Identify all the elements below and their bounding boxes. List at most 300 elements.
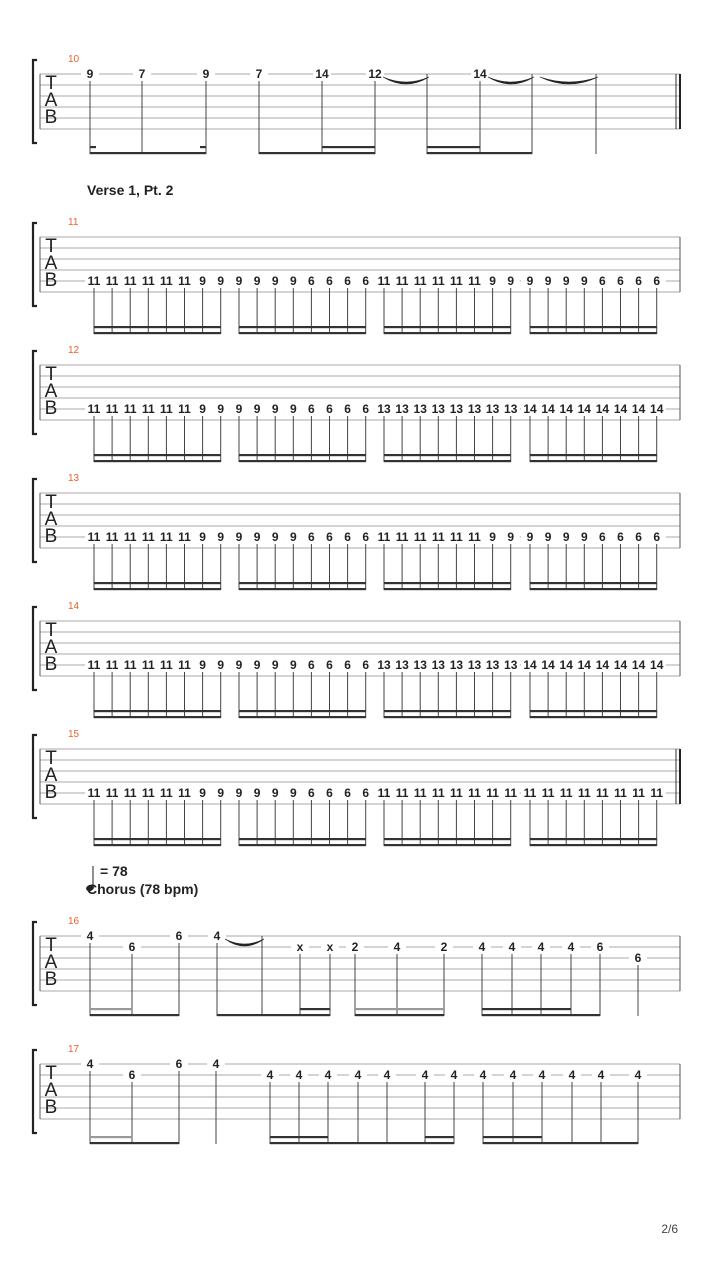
fret-number: 6 bbox=[362, 274, 370, 288]
fret-number: 11 bbox=[450, 274, 463, 288]
beam bbox=[90, 1014, 179, 1016]
fret-number: 14 bbox=[595, 402, 610, 416]
fret-number: 9 bbox=[199, 786, 206, 800]
beam bbox=[530, 454, 657, 456]
fret-number: 12 bbox=[368, 67, 382, 81]
beam bbox=[90, 1136, 132, 1138]
tab-clef-letter: T bbox=[45, 236, 57, 257]
tab-clef-letter: T bbox=[45, 492, 57, 513]
fret-number: 9 bbox=[217, 530, 225, 544]
beam bbox=[239, 844, 366, 846]
fret-number: 11 bbox=[413, 786, 427, 800]
beam bbox=[483, 1136, 542, 1138]
fret-number: 9 bbox=[235, 530, 243, 544]
fret-number: 9 bbox=[544, 274, 552, 288]
fret-number: 11 bbox=[450, 530, 463, 544]
beam bbox=[530, 716, 657, 718]
fret-number: 9 bbox=[526, 530, 534, 544]
fret-number: 13 bbox=[431, 402, 445, 416]
fret-number: 6 bbox=[308, 274, 315, 288]
page-number: 2/6 bbox=[661, 1222, 678, 1236]
tab-clef-letter: T bbox=[45, 1063, 57, 1084]
fret-number: 9 bbox=[253, 402, 261, 416]
fret-number: 9 bbox=[489, 274, 496, 288]
fret-number: 11 bbox=[395, 274, 409, 288]
fret-number: 6 bbox=[344, 786, 351, 800]
measure-number: 10 bbox=[68, 54, 80, 65]
fret-number: 13 bbox=[431, 658, 445, 672]
fret-number: 4 bbox=[538, 1068, 546, 1082]
fret-number: 13 bbox=[377, 658, 391, 672]
fret-number: 6 bbox=[326, 658, 333, 672]
tab-clef-letter: T bbox=[45, 620, 57, 641]
fret-number: 11 bbox=[105, 530, 119, 544]
fret-number: 9 bbox=[544, 530, 552, 544]
fret-number: 11 bbox=[523, 786, 537, 800]
beam bbox=[355, 1008, 444, 1010]
tab-clef-letter: A bbox=[44, 952, 58, 973]
fret-number: 6 bbox=[617, 530, 624, 544]
fret-number: 2 bbox=[351, 940, 359, 954]
beam bbox=[384, 838, 511, 840]
fret-number: 11 bbox=[105, 658, 119, 672]
fret-number: 14 bbox=[523, 402, 537, 416]
fret-number: 11 bbox=[650, 786, 664, 800]
tab-clef-letter: A bbox=[44, 637, 58, 658]
fret-number: 14 bbox=[613, 658, 628, 672]
fret-number: 9 bbox=[526, 274, 534, 288]
fret-number: 11 bbox=[160, 658, 173, 672]
fret-number: 11 bbox=[377, 530, 391, 544]
fret-number: 6 bbox=[128, 940, 136, 954]
tab-clef-letter: T bbox=[45, 935, 57, 956]
tab-clef-letter: A bbox=[44, 509, 58, 530]
measure-number: 16 bbox=[68, 916, 80, 927]
fret-number: 14 bbox=[523, 658, 537, 672]
fret-number: 11 bbox=[123, 786, 137, 800]
tab-clef-letter: B bbox=[44, 782, 58, 803]
measure-number: 13 bbox=[68, 473, 80, 484]
fret-number: 9 bbox=[235, 658, 243, 672]
fret-number: 11 bbox=[160, 402, 173, 416]
section-label: Chorus (78 bpm) bbox=[87, 881, 199, 897]
fret-number: 11 bbox=[141, 658, 155, 672]
fret-number: 13 bbox=[467, 402, 482, 416]
fret-number: 9 bbox=[507, 530, 515, 544]
fret-number: 13 bbox=[449, 658, 464, 672]
fret-number: 6 bbox=[362, 530, 370, 544]
beam bbox=[94, 332, 221, 334]
fret-number: 11 bbox=[431, 786, 445, 800]
fret-number: 14 bbox=[577, 402, 591, 416]
fret-number: 6 bbox=[308, 530, 315, 544]
system-bracket bbox=[33, 1050, 37, 1133]
tab-system bbox=[33, 473, 680, 590]
beam bbox=[94, 716, 221, 718]
fret-number: 14 bbox=[559, 402, 573, 416]
fret-number: 11 bbox=[123, 530, 137, 544]
fret-number: 9 bbox=[199, 658, 206, 672]
beam bbox=[425, 1136, 454, 1138]
fret-number: 14 bbox=[577, 658, 591, 672]
fret-number: 6 bbox=[634, 951, 642, 965]
beam bbox=[94, 844, 221, 846]
fret-number: 4 bbox=[86, 1057, 94, 1071]
fret-number: 9 bbox=[253, 658, 261, 672]
fret-number: 4 bbox=[597, 1068, 605, 1082]
fret-number: 11 bbox=[377, 786, 391, 800]
beam bbox=[90, 1142, 179, 1144]
fret-number: 4 bbox=[212, 1057, 220, 1071]
fret-number: 14 bbox=[613, 402, 628, 416]
tab-system bbox=[33, 601, 680, 718]
beam bbox=[530, 710, 657, 712]
fret-number: 14 bbox=[559, 658, 573, 672]
fret-number: 6 bbox=[326, 530, 333, 544]
beam bbox=[239, 460, 366, 462]
tab-clef-letter: B bbox=[44, 398, 58, 419]
beam bbox=[530, 582, 657, 584]
tab-clef-letter: T bbox=[45, 748, 57, 769]
fret-number: 9 bbox=[271, 530, 279, 544]
fret-number: 4 bbox=[450, 1068, 458, 1082]
tab-clef-letter: B bbox=[44, 969, 58, 990]
beam bbox=[239, 710, 366, 712]
tempo-marking: = 78 bbox=[100, 863, 128, 879]
fret-number: 11 bbox=[87, 530, 101, 544]
fret-number: 4 bbox=[479, 1068, 487, 1082]
fret-number: 7 bbox=[138, 67, 146, 81]
fret-number: 9 bbox=[199, 530, 206, 544]
fret-number: 9 bbox=[580, 530, 588, 544]
fret-number: 11 bbox=[486, 786, 499, 800]
fret-number: 11 bbox=[413, 274, 427, 288]
fret-number: 11 bbox=[87, 786, 101, 800]
system-bracket bbox=[33, 351, 37, 434]
fret-number: 6 bbox=[596, 940, 604, 954]
fret-number: 7 bbox=[255, 67, 263, 81]
fret-number: 11 bbox=[160, 530, 173, 544]
fret-number: 11 bbox=[87, 658, 101, 672]
beam bbox=[530, 326, 657, 328]
fret-number: 6 bbox=[362, 786, 370, 800]
fret-number: 13 bbox=[413, 658, 427, 672]
fret-number: 9 bbox=[271, 658, 279, 672]
tab-clef-letter: A bbox=[44, 765, 58, 786]
fret-number: 11 bbox=[450, 786, 463, 800]
fret-number: 9 bbox=[217, 658, 225, 672]
system-bracket bbox=[33, 607, 37, 690]
beam bbox=[94, 460, 221, 462]
fret-number: x bbox=[326, 940, 334, 954]
beam bbox=[384, 326, 511, 328]
fret-number: 9 bbox=[580, 274, 588, 288]
tab-clef-letter: T bbox=[45, 73, 57, 94]
fret-number: 9 bbox=[289, 786, 297, 800]
fret-number: 6 bbox=[635, 274, 642, 288]
fret-number: 14 bbox=[315, 67, 329, 81]
fret-number: 11 bbox=[468, 274, 481, 288]
beam bbox=[384, 716, 511, 718]
tie bbox=[383, 77, 429, 84]
fret-number: 6 bbox=[175, 929, 183, 943]
fret-number: 4 bbox=[478, 940, 486, 954]
fret-number: 11 bbox=[431, 530, 445, 544]
fret-number: 11 bbox=[123, 658, 137, 672]
beam bbox=[239, 326, 366, 328]
fret-number: 9 bbox=[271, 274, 279, 288]
fret-number: 6 bbox=[326, 786, 333, 800]
beam bbox=[300, 1008, 330, 1010]
measure-number: 14 bbox=[68, 601, 80, 612]
fret-number: 4 bbox=[354, 1068, 362, 1082]
tab-clef-letter: B bbox=[44, 654, 58, 675]
fret-number: 6 bbox=[344, 658, 351, 672]
fret-number: 6 bbox=[653, 274, 661, 288]
beam bbox=[270, 1142, 454, 1144]
fret-number: 6 bbox=[128, 1068, 136, 1082]
fret-number: 9 bbox=[489, 530, 496, 544]
beam bbox=[94, 838, 221, 840]
fret-number: 11 bbox=[468, 530, 481, 544]
fret-number: 14 bbox=[473, 67, 487, 81]
fret-number: 13 bbox=[395, 402, 409, 416]
fret-number: 6 bbox=[617, 274, 624, 288]
fret-number: 4 bbox=[508, 940, 516, 954]
fret-number: 11 bbox=[178, 274, 191, 288]
measure-number: 12 bbox=[68, 345, 80, 356]
fret-number: 11 bbox=[160, 786, 173, 800]
beam bbox=[530, 332, 657, 334]
fret-number: 9 bbox=[507, 274, 515, 288]
measure-number: 11 bbox=[68, 217, 79, 228]
beam bbox=[384, 460, 511, 462]
beam bbox=[239, 838, 366, 840]
fret-number: 11 bbox=[577, 786, 591, 800]
beam bbox=[384, 844, 511, 846]
fret-number: 9 bbox=[199, 274, 206, 288]
fret-number: 6 bbox=[362, 658, 370, 672]
fret-number: 6 bbox=[599, 274, 606, 288]
fret-number: 6 bbox=[344, 402, 351, 416]
beam bbox=[530, 844, 657, 846]
fret-number: 9 bbox=[562, 274, 570, 288]
fret-number: 4 bbox=[537, 940, 545, 954]
fret-number: 11 bbox=[395, 786, 409, 800]
fret-number: 9 bbox=[199, 402, 206, 416]
fret-number: 9 bbox=[86, 67, 94, 81]
fret-number: 4 bbox=[568, 1068, 576, 1082]
tab-system bbox=[33, 1044, 680, 1144]
beam bbox=[384, 332, 511, 334]
fret-number: 6 bbox=[326, 402, 333, 416]
beam bbox=[384, 454, 511, 456]
beam bbox=[482, 1014, 600, 1016]
beam bbox=[239, 588, 366, 590]
fret-number: 2 bbox=[440, 940, 448, 954]
system-bracket bbox=[33, 60, 37, 143]
fret-number: 6 bbox=[635, 530, 642, 544]
fret-number: 11 bbox=[87, 402, 101, 416]
fret-number: 11 bbox=[160, 274, 173, 288]
fret-number: 9 bbox=[289, 274, 297, 288]
beam bbox=[90, 146, 96, 148]
fret-number: 4 bbox=[86, 929, 94, 943]
beam bbox=[94, 326, 221, 328]
beam bbox=[384, 588, 511, 590]
beam bbox=[483, 1142, 638, 1144]
beam bbox=[530, 588, 657, 590]
fret-number: 11 bbox=[431, 274, 445, 288]
fret-number: 6 bbox=[653, 530, 661, 544]
beam bbox=[239, 454, 366, 456]
tab-system bbox=[33, 182, 680, 334]
fret-number: 11 bbox=[377, 274, 391, 288]
system-bracket bbox=[33, 922, 37, 1005]
beam bbox=[427, 146, 480, 148]
system-bracket bbox=[33, 735, 37, 818]
fret-number: 9 bbox=[217, 274, 225, 288]
fret-number: 9 bbox=[202, 67, 210, 81]
fret-number: 11 bbox=[178, 786, 191, 800]
system-bracket bbox=[33, 479, 37, 562]
fret-number: 13 bbox=[504, 658, 518, 672]
tab-clef-letter: B bbox=[44, 270, 58, 291]
fret-number: 11 bbox=[504, 786, 518, 800]
beam bbox=[270, 1136, 328, 1138]
tie bbox=[225, 939, 264, 946]
fret-number: 6 bbox=[344, 530, 351, 544]
fret-number: 9 bbox=[253, 274, 261, 288]
tab-clef-letter: A bbox=[44, 253, 58, 274]
fret-number: 11 bbox=[395, 530, 409, 544]
fret-number: 14 bbox=[650, 658, 664, 672]
fret-number: x bbox=[296, 940, 304, 954]
fret-number: 4 bbox=[567, 940, 575, 954]
fret-number: 6 bbox=[308, 786, 315, 800]
fret-number: 9 bbox=[271, 402, 279, 416]
fret-number: 9 bbox=[289, 402, 297, 416]
fret-number: 4 bbox=[393, 940, 401, 954]
fret-number: 11 bbox=[614, 786, 627, 800]
fret-number: 9 bbox=[235, 786, 243, 800]
measure-number: 17 bbox=[68, 1044, 80, 1055]
fret-number: 9 bbox=[235, 274, 243, 288]
fret-number: 9 bbox=[217, 402, 225, 416]
tab-clef-letter: A bbox=[44, 90, 58, 111]
fret-number: 4 bbox=[421, 1068, 429, 1082]
fret-number: 9 bbox=[562, 530, 570, 544]
fret-number: 11 bbox=[141, 786, 155, 800]
tie bbox=[488, 77, 534, 84]
fret-number: 11 bbox=[141, 402, 155, 416]
fret-number: 6 bbox=[308, 658, 315, 672]
fret-number: 11 bbox=[559, 786, 573, 800]
beam bbox=[217, 1014, 330, 1016]
beam bbox=[355, 1014, 444, 1016]
fret-number: 13 bbox=[413, 402, 427, 416]
fret-number: 6 bbox=[308, 402, 315, 416]
beam bbox=[427, 152, 532, 154]
tab-system bbox=[33, 54, 680, 154]
fret-number: 11 bbox=[178, 658, 191, 672]
beam bbox=[322, 146, 375, 148]
fret-number: 9 bbox=[289, 530, 297, 544]
fret-number: 6 bbox=[344, 274, 351, 288]
fret-number: 11 bbox=[596, 786, 609, 800]
beam bbox=[94, 582, 221, 584]
fret-number: 14 bbox=[541, 402, 555, 416]
fret-number: 11 bbox=[105, 786, 119, 800]
fret-number: 11 bbox=[178, 402, 191, 416]
fret-number: 11 bbox=[141, 530, 155, 544]
fret-number: 11 bbox=[123, 274, 137, 288]
measure-number: 15 bbox=[68, 729, 80, 740]
system-bracket bbox=[33, 223, 37, 306]
tab-clef-letter: A bbox=[44, 381, 58, 402]
fret-number: 4 bbox=[324, 1068, 332, 1082]
fret-number: 11 bbox=[632, 786, 645, 800]
beam bbox=[239, 332, 366, 334]
beam bbox=[200, 146, 206, 148]
fret-number: 4 bbox=[383, 1068, 391, 1082]
beam bbox=[530, 838, 657, 840]
beam bbox=[384, 582, 511, 584]
fret-number: 9 bbox=[289, 658, 297, 672]
fret-number: 13 bbox=[467, 658, 482, 672]
beam bbox=[239, 582, 366, 584]
fret-number: 9 bbox=[271, 786, 279, 800]
tab-clef-letter: B bbox=[44, 1097, 58, 1118]
fret-number: 4 bbox=[266, 1068, 274, 1082]
fret-number: 14 bbox=[650, 402, 664, 416]
tab-clef-letter: B bbox=[44, 526, 58, 547]
fret-number: 4 bbox=[634, 1068, 642, 1082]
fret-number: 6 bbox=[175, 1057, 183, 1071]
tab-system bbox=[33, 345, 680, 462]
beam bbox=[239, 716, 366, 718]
fret-number: 6 bbox=[326, 274, 333, 288]
fret-number: 4 bbox=[213, 929, 221, 943]
tab-system bbox=[33, 863, 680, 1016]
beam bbox=[94, 454, 221, 456]
fret-number: 14 bbox=[631, 658, 646, 672]
tab-system bbox=[33, 729, 680, 846]
fret-number: 11 bbox=[105, 274, 119, 288]
section-label: Verse 1, Pt. 2 bbox=[87, 182, 174, 198]
tab-clef-letter: A bbox=[44, 1080, 58, 1101]
fret-number: 14 bbox=[631, 402, 646, 416]
fret-number: 11 bbox=[541, 786, 555, 800]
beam bbox=[94, 710, 221, 712]
fret-number: 14 bbox=[541, 658, 555, 672]
fret-number: 9 bbox=[253, 530, 261, 544]
tie bbox=[540, 77, 598, 84]
fret-number: 11 bbox=[178, 530, 191, 544]
fret-number: 11 bbox=[87, 274, 101, 288]
fret-number: 6 bbox=[599, 530, 606, 544]
fret-number: 14 bbox=[595, 658, 610, 672]
fret-number: 4 bbox=[509, 1068, 517, 1082]
fret-number: 9 bbox=[217, 786, 225, 800]
fret-number: 11 bbox=[105, 402, 119, 416]
fret-number: 13 bbox=[395, 658, 409, 672]
fret-number: 13 bbox=[504, 402, 518, 416]
fret-number: 11 bbox=[123, 402, 137, 416]
fret-number: 4 bbox=[295, 1068, 303, 1082]
beam bbox=[259, 152, 375, 154]
fret-number: 13 bbox=[449, 402, 464, 416]
